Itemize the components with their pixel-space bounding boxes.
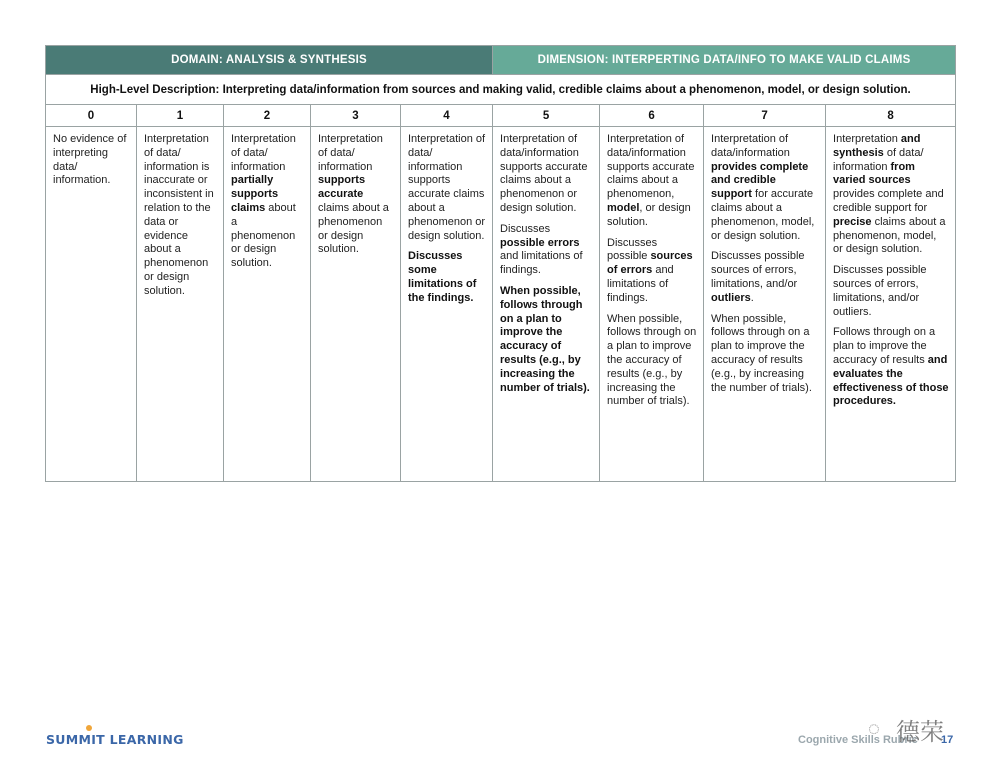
- criteria-text: provides complete and credible support for: [833, 188, 944, 214]
- criteria-paragraph: [318, 133, 394, 257]
- description-row: [46, 75, 956, 105]
- criteria-text: and limitations of findings.: [500, 250, 583, 277]
- criteria-paragraph: [833, 133, 949, 257]
- level-header-1: 1: [137, 105, 224, 127]
- criteria-text: Interpretation: [833, 133, 901, 145]
- criteria-text: Interpretation of data/ information: [318, 133, 383, 173]
- criteria-text: for accurate claims about a phenomenon, model, or design solution.: [711, 188, 815, 242]
- criteria-text: about a phenomenon or design solution.: [231, 201, 296, 270]
- criteria-cell-level-0: [46, 127, 137, 482]
- criteria-paragraph: [231, 133, 304, 271]
- criteria-text: claims about a phenomenon or design solution.: [318, 201, 389, 256]
- criteria-text: .: [750, 291, 754, 304]
- criteria-text: No evidence of interpreting data/ information.: [53, 133, 127, 187]
- criteria-cell-level-5: [493, 127, 600, 482]
- level-header-7: 7: [704, 105, 826, 127]
- logo-text: SUMMIT LEARNING: [46, 732, 184, 747]
- criteria-cell-level-2: [224, 127, 311, 482]
- logo-sun-icon: [86, 725, 92, 731]
- emphasized-text: and evaluates the effectiveness of those procedures.: [833, 353, 949, 408]
- criteria-cell-level-8: [826, 127, 956, 482]
- criteria-cell-level-6: [600, 127, 704, 482]
- criteria-text: Follows through on a plan to improve the accuracy of results: [833, 326, 936, 366]
- criteria-text: of data/ information: [833, 146, 924, 173]
- criteria-paragraph: [500, 285, 593, 395]
- criteria-paragraph: [711, 250, 819, 305]
- emphasized-text: and synthesis: [833, 133, 921, 159]
- criteria-paragraph: [500, 133, 593, 216]
- criteria-text: Interpretation of data/information supports accurate claims about a phenomenon,: [607, 133, 695, 201]
- criteria-paragraph: [408, 133, 486, 243]
- emphasized-text: outliers: [711, 291, 751, 304]
- criteria-paragraph: [53, 133, 130, 188]
- summit-learning-logo: [46, 732, 184, 747]
- emphasized-text: supports accurate: [318, 174, 366, 201]
- rubric-table: [45, 45, 956, 482]
- level-header-3: 3: [311, 105, 401, 127]
- criteria-paragraph: [144, 133, 217, 299]
- watermark-text: 德荣: [896, 718, 944, 746]
- footer-doc-title: Cognitive Skills Rubric: [798, 734, 918, 746]
- wechat-icon: ◌: [868, 718, 880, 740]
- criteria-text: Discusses possible sources of errors, limitations, and/or: [711, 250, 805, 290]
- criteria-paragraph: [833, 326, 949, 409]
- emphasized-text: When possible, follows through on a plan to improve the accuracy of results (e.g., by increasing the number of trials).: [500, 284, 590, 394]
- criteria-cell-level-3: [311, 127, 401, 482]
- criteria-text: Interpretation of data/information supports accurate claims about a phenomenon or design solution.: [500, 133, 588, 214]
- criteria-paragraph: [607, 313, 697, 410]
- criteria-text: Discusses: [500, 222, 551, 235]
- level-header-2: 2: [224, 105, 311, 127]
- criteria-text: Interpretation of data/information: [711, 133, 790, 159]
- criteria-text: Discusses possible sources of errors, limitations, and/or outliers.: [833, 264, 927, 318]
- criteria-paragraph: [607, 133, 697, 230]
- criteria-text: and limitations of findings.: [607, 264, 674, 304]
- emphasized-text: provides complete and credible support: [711, 160, 809, 201]
- criteria-row: [46, 127, 956, 482]
- criteria-text: Interpretation of data/ information supports accurate claims about a phenomenon or design solution.: [408, 133, 486, 242]
- criteria-paragraph: [711, 313, 819, 396]
- level-row: [46, 105, 956, 127]
- criteria-text: Discusses possible: [607, 236, 658, 263]
- criteria-paragraph: [500, 223, 593, 278]
- criteria-paragraph: [711, 133, 819, 243]
- criteria-paragraph: [607, 237, 697, 306]
- emphasized-text: precise: [833, 215, 872, 228]
- criteria-paragraph: [408, 250, 486, 305]
- emphasized-text: sources of errors: [607, 250, 693, 277]
- high-level-description: High-Level Description: Interpreting data/information from sources and making valid, credible claims about a phenomenon, model, or design solution.: [46, 75, 956, 105]
- dimension-header: DIMENSION: INTERPERTING DATA/INFO TO MAKE VALID CLAIMS: [493, 46, 956, 75]
- level-header-0: 0: [46, 105, 137, 127]
- criteria-paragraph: [833, 264, 949, 319]
- level-header-8: 8: [826, 105, 956, 127]
- domain-header: DOMAIN: ANALYSIS & SYNTHESIS: [46, 46, 493, 75]
- watermark: [868, 712, 950, 746]
- page-number: 17: [941, 734, 954, 746]
- criteria-text: Interpretation of data/ information is inaccurate or inconsistent in relation to the data or evidence about a phenomenon or design solution.: [144, 133, 214, 297]
- emphasized-text: from varied sources: [833, 160, 915, 187]
- criteria-cell-level-4: [401, 127, 493, 482]
- criteria-text: claims about a phenomenon, model, or design solution.: [833, 215, 946, 256]
- criteria-text: Interpretation of data/ information: [231, 133, 296, 173]
- criteria-cell-level-1: [137, 127, 224, 482]
- criteria-text: When possible, follows through on a plan to improve the accuracy of results (e.g., by increasing the number of trials).: [607, 312, 697, 408]
- emphasized-text: model: [607, 201, 640, 214]
- header-row: [46, 46, 956, 75]
- criteria-text: , or design solution.: [607, 201, 691, 228]
- criteria-cell-level-7: [704, 127, 826, 482]
- emphasized-text: Discusses some limitations of the findings.: [408, 250, 477, 304]
- emphasized-text: partially supports claims: [231, 174, 279, 214]
- level-header-6: 6: [600, 105, 704, 127]
- emphasized-text: possible errors: [500, 236, 580, 249]
- criteria-text: When possible, follows through on a plan to improve the accuracy of results (e.g., by increasing the number of trials).: [711, 312, 812, 394]
- level-header-4: 4: [401, 105, 493, 127]
- level-header-5: 5: [493, 105, 600, 127]
